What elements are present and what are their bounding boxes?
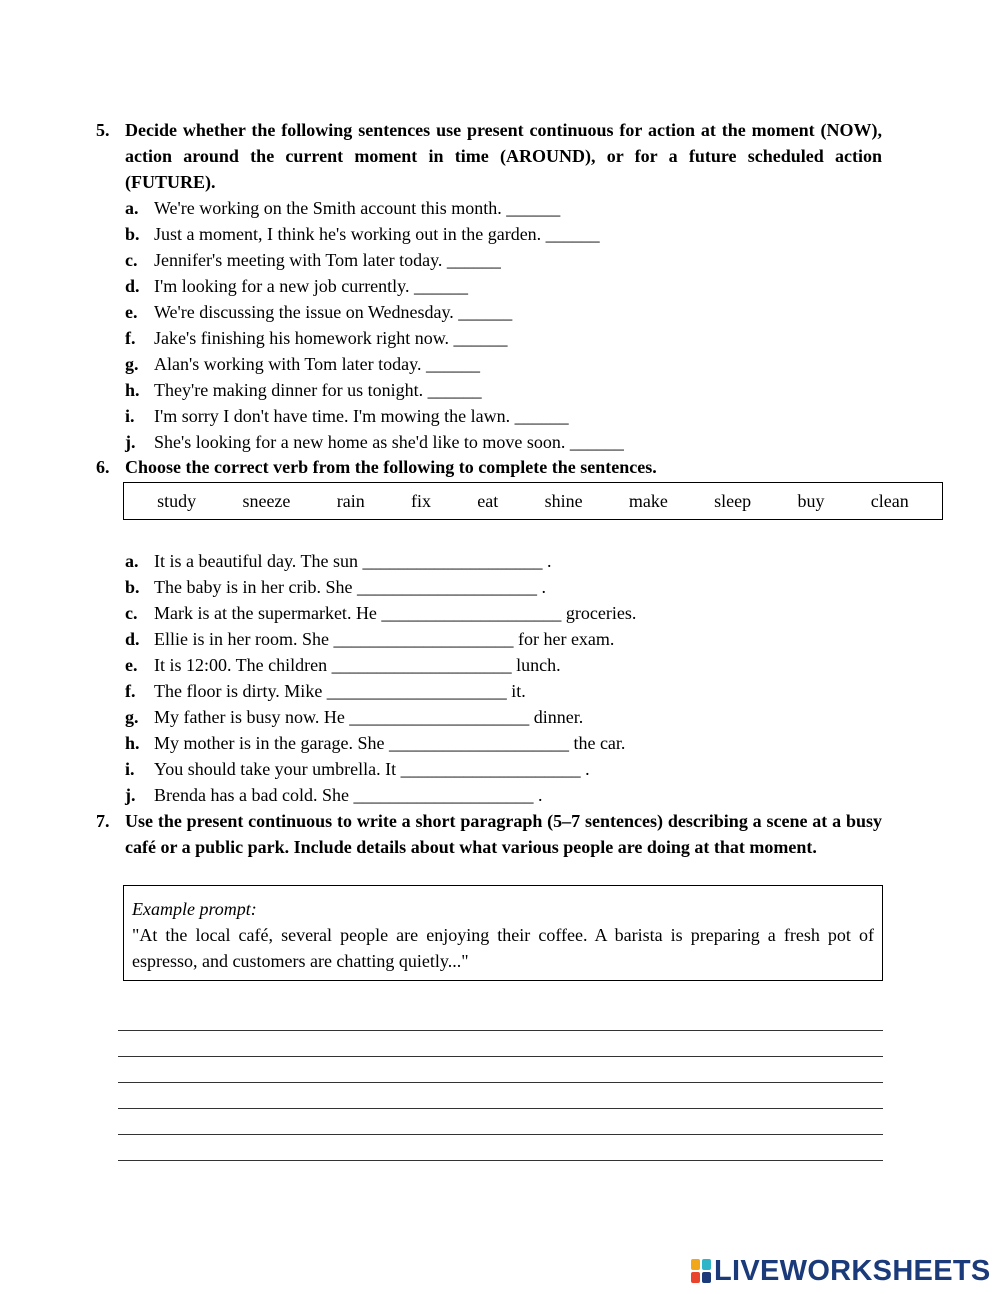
item-letter: c. [125, 250, 138, 270]
example-text: "At the local café, several people are enjoying their coffee. A barista is preparing a fresh pot of espresso, and customers are chatting quietly..." [132, 925, 874, 971]
item-letter: j. [125, 785, 136, 805]
logo-mark-square [691, 1272, 700, 1283]
item-text: It is 12:00. The children ____________________ lunch. [154, 655, 561, 675]
list-item [125, 600, 882, 626]
item-letter: c. [125, 603, 138, 623]
question-instruction: Decide whether the following sentences use present continuous for action at the moment (NOW), action around the current moment in time (AROUND), or for a future scheduled action (FUTURE). [125, 120, 882, 192]
list-item [125, 195, 882, 221]
item-letter: d. [125, 629, 140, 649]
item-letter: e. [125, 655, 138, 675]
word-bank-item: rain [336, 490, 365, 511]
list-item [125, 704, 882, 730]
example-label: Example prompt: [132, 899, 257, 919]
question-number: 6. [96, 457, 110, 477]
list-item [125, 377, 882, 403]
writing-line[interactable] [118, 1030, 883, 1031]
item-letter: h. [125, 733, 140, 753]
item-text: We're discussing the issue on Wednesday. ______ [154, 302, 513, 322]
question-7 [96, 808, 882, 860]
item-letter: h. [125, 380, 140, 400]
item-text: I'm looking for a new job currently. ______ [154, 276, 469, 296]
list-item [125, 403, 882, 429]
item-letter: i. [125, 759, 135, 779]
logo-mark-icon [691, 1259, 711, 1283]
word-bank-item: make [628, 490, 668, 511]
writing-line[interactable] [118, 1082, 883, 1083]
logo-text: LIVEWORKSHEETS [714, 1254, 991, 1287]
list-item [125, 730, 882, 756]
item-text: I'm sorry I don't have time. I'm mowing the lawn. ______ [154, 406, 569, 426]
item-text: You should take your umbrella. It ____________________ . [154, 759, 590, 779]
writing-line[interactable] [118, 1160, 883, 1161]
item-text: We're working on the Smith account this month. ______ [154, 198, 561, 218]
question-7-header [96, 808, 882, 860]
item-letter: a. [125, 198, 139, 218]
word-bank-item: shine [544, 490, 583, 511]
list-item [125, 574, 882, 600]
item-letter: a. [125, 551, 139, 571]
item-letter: e. [125, 302, 138, 322]
writing-line[interactable] [118, 1056, 883, 1057]
writing-line[interactable] [118, 1108, 883, 1109]
word-bank-item: clean [870, 490, 909, 511]
item-text: My mother is in the garage. She ____________________ the car. [154, 733, 626, 753]
question-instruction: Choose the correct verb from the following to complete the sentences. [125, 457, 657, 477]
item-letter: b. [125, 224, 140, 244]
question-5 [96, 117, 882, 455]
item-text: Jake's finishing his homework right now. ______ [154, 328, 508, 348]
question-number: 5. [96, 120, 110, 140]
list-item [125, 548, 882, 574]
item-letter: i. [125, 406, 135, 426]
item-letter: f. [125, 681, 136, 701]
writing-line[interactable] [118, 1134, 883, 1135]
question-6-items [125, 548, 882, 808]
list-item [125, 429, 882, 455]
example-prompt-box [123, 885, 883, 981]
question-6-header [96, 454, 882, 480]
logo-mark-square [702, 1272, 711, 1283]
word-bank-item: sneeze [242, 490, 291, 511]
item-letter: f. [125, 328, 136, 348]
item-text: Jennifer's meeting with Tom later today. ______ [154, 250, 501, 270]
question-6 [96, 454, 882, 480]
item-letter: g. [125, 707, 139, 727]
list-item [125, 756, 882, 782]
item-letter: b. [125, 577, 140, 597]
item-text: She's looking for a new home as she'd like to move soon. ______ [154, 432, 624, 452]
word-bank-item: eat [477, 490, 499, 511]
item-text: Ellie is in her room. She ____________________ for her exam. [154, 629, 615, 649]
liveworksheets-logo [691, 1253, 991, 1289]
item-text: Brenda has a bad cold. She ____________________ . [154, 785, 543, 805]
list-item [125, 221, 882, 247]
question-5-items [125, 195, 882, 455]
logo-mark-square [691, 1259, 700, 1270]
item-text: It is a beautiful day. The sun ____________________ . [154, 551, 552, 571]
item-letter: d. [125, 276, 140, 296]
word-bank-item: fix [411, 490, 431, 511]
list-item [125, 782, 882, 808]
list-item [125, 652, 882, 678]
item-letter: j. [125, 432, 136, 452]
item-text: The baby is in her crib. She ____________________ . [154, 577, 546, 597]
list-item [125, 626, 882, 652]
list-item [125, 247, 882, 273]
logo-mark-square [702, 1259, 711, 1270]
word-bank-item: sleep [714, 490, 752, 511]
word-bank-item: study [157, 490, 197, 511]
list-item [125, 325, 882, 351]
item-text: The floor is dirty. Mike ____________________ it. [154, 681, 526, 701]
list-item [125, 351, 882, 377]
item-text: They're making dinner for us tonight. ______ [154, 380, 482, 400]
question-5-header [96, 117, 882, 195]
word-bank [123, 482, 943, 520]
item-text: Just a moment, I think he's working out in the garden. ______ [154, 224, 600, 244]
list-item [125, 299, 882, 325]
item-text: Mark is at the supermarket. He ____________________ groceries. [154, 603, 637, 623]
item-letter: g. [125, 354, 139, 374]
list-item [125, 678, 882, 704]
question-instruction: Use the present continuous to write a short paragraph (5–7 sentences) describing a scene at a busy café or a public park. Include details about what various people are doing at that moment. [125, 811, 882, 857]
question-number: 7. [96, 811, 110, 831]
word-bank-item: buy [797, 490, 825, 511]
question-6-items-section [96, 548, 882, 808]
item-text: Alan's working with Tom later today. ______ [154, 354, 480, 374]
item-text: My father is busy now. He ____________________ dinner. [154, 707, 584, 727]
list-item [125, 273, 882, 299]
